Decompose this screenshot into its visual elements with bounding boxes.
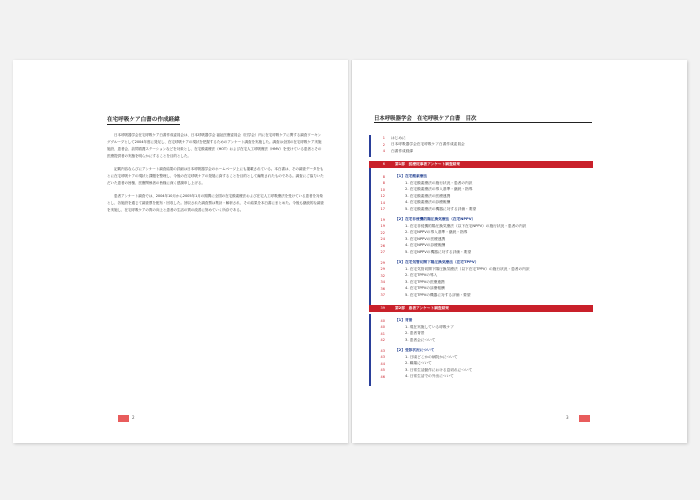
toc-chapter-row[interactable]: [369, 161, 593, 168]
toc-sub-row[interactable]: [369, 324, 593, 331]
toc-sub-row[interactable]: [369, 279, 593, 286]
toc-sub-row[interactable]: [369, 286, 593, 293]
toc-entry-text: 【2】在宅非侵襲的陽圧換気療法（在宅NPPV）: [395, 217, 476, 222]
toc-entry-text: 第2部 患者アンケート調査結果: [395, 305, 449, 310]
toc-entry-row[interactable]: [369, 135, 593, 142]
right-page-number: 3: [566, 415, 569, 420]
toc-sub-row[interactable]: [369, 331, 593, 338]
toc-entry-text: 1. 在宅酸素療法の施行状況・患者の内訳: [405, 180, 473, 185]
paragraph: 患者アンケート調査では、2004年10月から2005年1月の期間に全国の在宅酸素療法および在宅人工呼吸療法を受けている患者を対象とし、各施設を通じて調査票を配布・回収した。回収された調査票は集計・解析され、その結果を本白書にまとめた。今後も継続的な調査を実施し、在宅呼吸ケアの質の向上と患者の生活の質の改善に努めていく所存である。: [107, 194, 324, 212]
toc-entry-text: 3. 在宅NPPVの医療連携: [405, 236, 446, 241]
left-page-body: [107, 132, 324, 220]
toc-entry-text: 1. 在宅非侵襲的陽圧換気療法（以下在宅NPPV）の施行状況・患者の内訳: [405, 223, 527, 228]
toc-page-number: 14: [380, 200, 385, 205]
toc-sub-row[interactable]: [369, 337, 593, 344]
toc-section-row[interactable]: [369, 174, 593, 181]
toc-entry-text: 日本呼吸器学会在宅呼吸ケア白書作成委員会: [391, 142, 465, 147]
toc-entry-text: 【3】在宅気管切開下陽圧換気療法（在宅TPPV）: [395, 260, 479, 265]
toc-sub-row[interactable]: [369, 243, 593, 250]
toc-entry-text: 【1】背景: [395, 318, 413, 323]
table-of-contents: [369, 135, 593, 380]
toc-page-number: 40: [380, 325, 385, 330]
toc-page-number: 24: [380, 237, 385, 242]
toc-entry-text: 5. 在宅酸素療法の機器に対する評価・要望: [405, 206, 477, 211]
toc-page-number: 22: [380, 230, 385, 235]
toc-page-number: 39: [380, 306, 385, 310]
toc-entry-text: はじめに: [391, 135, 406, 140]
toc-entry-text: 1. 現在実施している呼吸ケア: [405, 324, 454, 329]
toc-page-number: 46: [380, 374, 385, 379]
left-page-title: 在宅呼吸ケア白書の作成経緯: [107, 117, 180, 123]
toc-entry-text: 2. 在宅TPPVの導入: [405, 273, 438, 278]
toc-entry-text: 【2】受診状況について: [395, 348, 435, 353]
toc-sub-row[interactable]: [369, 187, 593, 194]
toc-sub-row[interactable]: [369, 249, 593, 256]
toc-sub-row[interactable]: [369, 374, 593, 381]
toc-page-number: 29: [380, 267, 385, 272]
toc-section-row[interactable]: [369, 348, 593, 355]
toc-entry-text: 4. 日常生活での外出について: [405, 374, 454, 379]
toc-spacer: [369, 155, 593, 159]
toc-sub-row[interactable]: [369, 367, 593, 374]
toc-entry-text: 1. 在宅気管切開下陽圧換気療法（以下在宅TPPV）の施行状況・患者の内訳: [405, 266, 530, 271]
left-folio-marker: [118, 415, 129, 422]
toc-page-number: 34: [380, 280, 385, 285]
toc-page-number: 45: [380, 368, 385, 373]
toc-page-number: 19: [380, 217, 385, 222]
toc-page-number: 17: [380, 207, 385, 212]
toc-section-row[interactable]: [369, 260, 593, 267]
toc-sub-row[interactable]: [369, 180, 593, 187]
toc-entry-text: 【1】在宅酸素療法: [395, 174, 428, 179]
toc-entry-text: 4. 在宅TPPVの診療報酬: [405, 286, 445, 291]
toc-entry-text: 第1部 医療従事者アンケート調査結果: [395, 161, 461, 166]
toc-page-number: 43: [380, 355, 385, 360]
toc-page-number: 8: [382, 174, 385, 179]
toc-chapter-row[interactable]: [369, 305, 593, 312]
toc-entry-text: 5. 在宅TPPVの機器に対する評価・要望: [405, 292, 471, 297]
toc-page-number: 36: [380, 286, 385, 291]
left-page-number: 2: [132, 415, 135, 420]
toc-header: 日本呼吸器学会 在宅呼吸ケア白書 目次: [374, 116, 477, 122]
toc-page-number: 1: [382, 136, 385, 141]
header-rule: [374, 122, 592, 123]
toc-page-number: 26: [380, 243, 385, 248]
toc-entry-row[interactable]: [369, 148, 593, 155]
right-folio-marker: [579, 415, 590, 422]
toc-entry-text: 2. 在宅酸素療法の導入基準・継続・指導: [405, 187, 473, 192]
toc-sub-row[interactable]: [369, 354, 593, 361]
toc-entry-text: 3. 在宅酸素療法の医療連携: [405, 193, 451, 198]
toc-spacer: [369, 299, 593, 303]
toc-entry-text: 2. 在宅NPPVの導入基準・継続・指導: [405, 230, 468, 235]
paragraph: 記載内容ならびにアンケート調査結果の詳細は日本呼吸器学会のホームページ上にも掲載されている。本白書は、その調査データをもとに在宅呼吸ケアの現状と課題を整理し、今後の在宅呼吸ケアの発展に資することを目的として編集されたものである。調査にご協力いただいた患者の皆様、医療関係者の皆様に深く感謝申し上げる。: [107, 167, 324, 185]
toc-page-number: 10: [380, 187, 385, 192]
toc-sub-row[interactable]: [369, 236, 593, 243]
toc-sub-row[interactable]: [369, 206, 593, 213]
toc-page-number: 6: [382, 162, 385, 166]
toc-page-number: 29: [380, 260, 385, 265]
toc-page-number: 4: [382, 149, 385, 154]
toc-entry-text: 4. 在宅酸素療法の診療報酬: [405, 200, 451, 205]
toc-page-number: 44: [380, 361, 385, 366]
toc-page-number: 40: [380, 318, 385, 323]
toc-entry-text: 2. 患者背景: [405, 331, 425, 336]
toc-page-number: 2: [382, 142, 385, 147]
left-page: [13, 60, 348, 443]
toc-sub-row[interactable]: [369, 200, 593, 207]
toc-entry-text: 3. 在宅TPPVの医療連携: [405, 279, 445, 284]
toc-sub-row[interactable]: [369, 273, 593, 280]
toc-sub-row[interactable]: [369, 361, 593, 368]
toc-section-row[interactable]: [369, 217, 593, 224]
toc-page-number: 32: [380, 273, 385, 278]
toc-entry-text: 3. 日常生活動作における息切れについて: [405, 367, 473, 372]
toc-section-row[interactable]: [369, 318, 593, 325]
paragraph: 日本呼吸器学会在宅呼吸ケア白書作成委員会は、日本呼吸器学会 福祉医療委員会（旧学会）内に在宅呼吸ケアに関する調査ワーキンググループとして2004年度に発足し、在宅呼吸ケアの現状を把握するためのアンケート調査を実施した。調査は全国の在宅呼吸ケア実施施設、患者会、訪問看護ステーションなどを対象とし、在宅酸素療法（HOT）および在宅人工呼吸療法（HMV）を受けている患者とその医療提供者の実態を明らかにすることを目的とした。: [107, 133, 322, 158]
toc-page-number: 42: [380, 338, 385, 343]
toc-sub-row[interactable]: [369, 266, 593, 273]
toc-entry-row[interactable]: [369, 142, 593, 149]
toc-page-number: 27: [380, 250, 385, 255]
toc-page-number: 43: [380, 348, 385, 353]
toc-page-number: 41: [380, 331, 385, 336]
toc-entry-text: 白書作成経緯: [391, 148, 414, 153]
toc-entry-text: 5. 在宅NPPVの機器に対する評価・要望: [405, 249, 472, 254]
toc-page-number: 8: [382, 181, 385, 186]
toc-page-number: 19: [380, 224, 385, 229]
toc-entry-text: 3. 患者会について: [405, 337, 436, 342]
toc-entry-text: 2. 職場について: [405, 361, 432, 366]
toc-sub-row[interactable]: [369, 292, 593, 299]
toc-sub-row[interactable]: [369, 223, 593, 230]
toc-page-number: 12: [380, 194, 385, 199]
toc-sub-row[interactable]: [369, 230, 593, 237]
toc-sub-row[interactable]: [369, 193, 593, 200]
toc-entry-text: 1. 日頃どこかの病院かについて: [405, 354, 458, 359]
toc-entry-text: 4. 在宅NPPVの診療報酬: [405, 243, 446, 248]
toc-page-number: 37: [380, 293, 385, 298]
